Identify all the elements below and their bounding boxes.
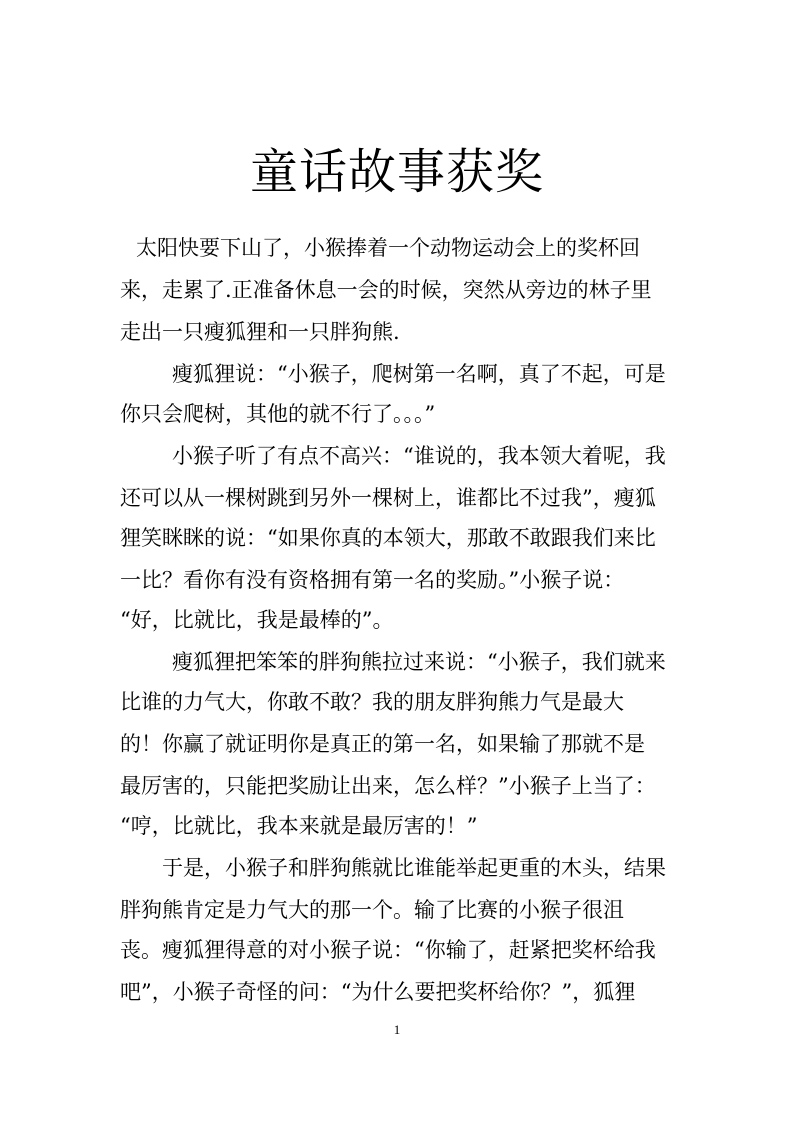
text-line: 比谁的力气大，你敢不敢？我的朋友胖狗熊力气是最大 — [120, 690, 624, 714]
text-line: 的！你赢了就证明你是真正的第一名，如果输了那就不是 — [120, 732, 645, 756]
text-line: 瘦狐狸把笨笨的胖狗熊拉过来说：“小猴子，我们就来 — [172, 650, 666, 674]
text-line: 最厉害的，只能把奖励让出来，怎么样？”小猴子上当了： — [120, 774, 656, 798]
text-line: 还可以从一棵树跳到另外一棵树上，谁都比不过我”，瘦狐 — [120, 486, 656, 510]
text-line: 来，走累了.正准备休息一会的时候，突然从旁边的林子里 — [120, 278, 652, 302]
text-line: 胖狗熊肯定是力气大的那一个。输了比赛的小猴子很沮 — [120, 898, 624, 922]
text-line: 吧”，小猴子奇怪的问：“为什么要把奖杯给你？”，狐狸 — [120, 980, 636, 1004]
text-line: 于是，小猴子和胖狗熊就比谁能举起更重的木头，结果 — [162, 856, 666, 880]
text-line: “哼，比就比，我本来就是最厉害的！” — [120, 814, 478, 838]
page-number: 1 — [393, 1022, 401, 1037]
text-line: 狸笑眯眯的说：“如果你真的本领大，那敢不敢跟我们来比 — [120, 526, 656, 550]
text-line: 你只会爬树，其他的就不行了。。。” — [120, 402, 436, 426]
text-line: “好，比就比，我是最棒的”。 — [120, 608, 394, 632]
text-line: 小猴子听了有点不高兴：“谁说的，我本领大着呢，我 — [172, 444, 666, 468]
text-line: 太阳快要下山了，小猴捧着一个动物运动会上的奖杯回 — [136, 236, 640, 260]
text-line: 瘦狐狸说：“小猴子，爬树第一名啊，真了不起，可是 — [172, 362, 666, 386]
document-title: 童话故事获奖 — [249, 144, 544, 200]
text-line: 一比？看你有没有资格拥有第一名的奖励。”小猴子说： — [120, 568, 625, 592]
text-line: 丧。瘦狐狸得意的对小猴子说：“你输了，赶紧把奖杯给我 — [120, 938, 656, 962]
text-line: 走出一只瘦狐狸和一只胖狗熊. — [120, 320, 400, 344]
